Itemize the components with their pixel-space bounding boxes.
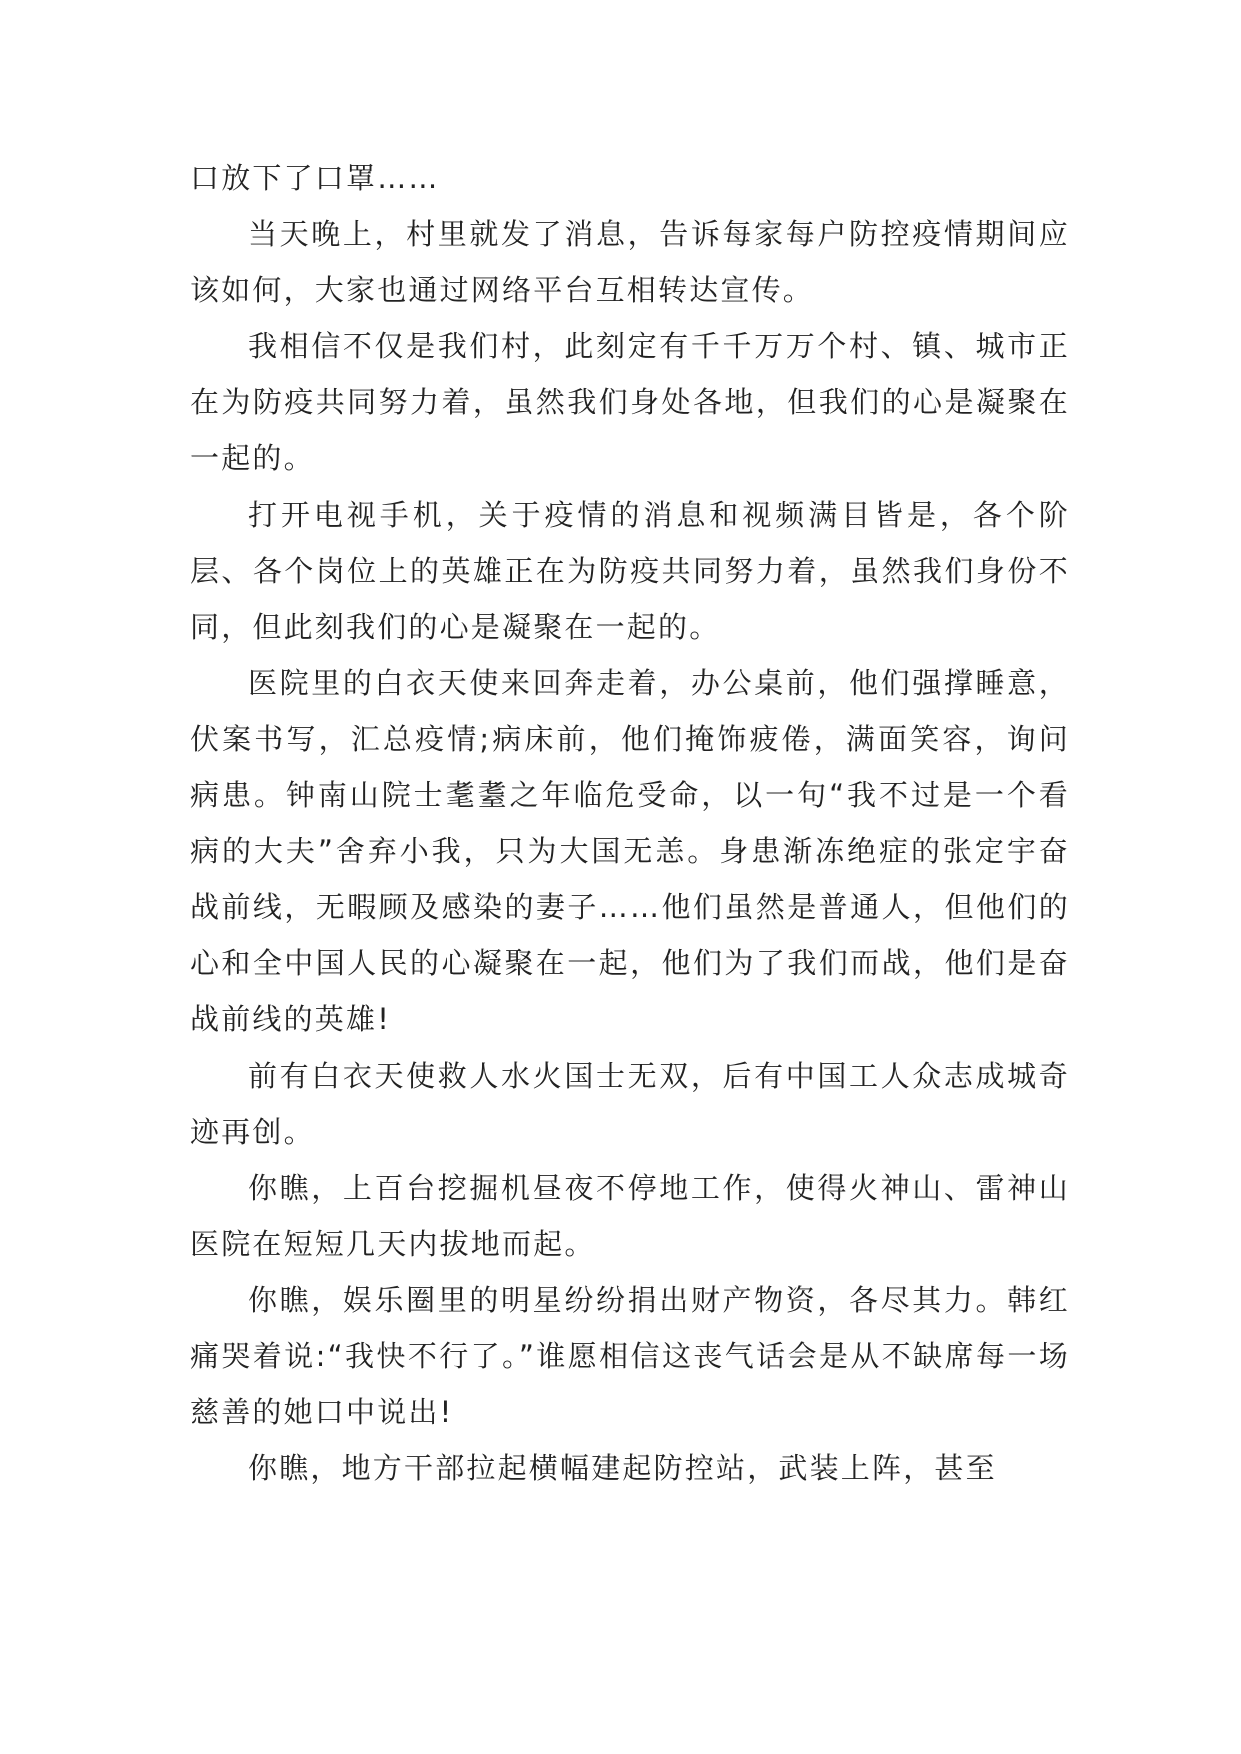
paragraph-celebrities: 你瞧，娱乐圈里的明星纷纷捐出财产物资，各尽其力。韩红痛哭着说:“我快不行了。”谁愿相信这丧气话会是从不缺席每一场慈善的她口中说出! <box>190 1282 1070 1430</box>
article-body <box>190 150 1070 1496</box>
paragraph-united-hearts: 我相信不仅是我们村，此刻定有千千万万个村、镇、城市正在为防疫共同努力着，虽然我们身处各地，但我们的心是凝聚在一起的。 <box>190 329 1070 476</box>
paragraph-village-notice: 当天晚上，村里就发了消息，告诉每家每户防控疫情期间应该如何，大家也通过网络平台互相转达宣传。 <box>190 217 1070 308</box>
paragraph-local-cadres: 你瞧，地方干部拉起横幅建起防控站，武装上阵，甚至 <box>248 1451 997 1486</box>
paragraph-continuation: 口放下了口罩…… <box>190 161 440 195</box>
paragraph-tv-news: 打开电视手机，关于疫情的消息和视频满目皆是，各个阶层、各个岗位上的英雄正在为防疫共同努力着，虽然我们身份不同，但此刻我们的心是凝聚在一起的。 <box>190 497 1070 644</box>
paragraph-medical-heroes: 医院里的白衣天使来回奔走着，办公桌前，他们强撑睡意，伏案书写，汇总疫情;病床前，他们掩饰疲倦，满面笑容，询问病患。钟南山院士耄耋之年临危受命，以一句“我不过是一个看病的大夫”舍弃小我，只为大国无恙。身患渐冻绝症的张定宇奋战前线，无暇顾及感染的妻子……他们虽然是普通人，但他们的心和全中国人民的心凝聚在一起，他们为了我们而战，他们是奋战前线的英雄! <box>190 665 1070 1037</box>
paragraph-workers: 前有白衣天使救人水火国士无双，后有中国工人众志成城奇迹再创。 <box>190 1058 1070 1149</box>
paragraph-hospitals-built: 你瞧，上百台挖掘机昼夜不停地工作，使得火神山、雷神山医院在短短几天内拔地而起。 <box>190 1170 1070 1261</box>
